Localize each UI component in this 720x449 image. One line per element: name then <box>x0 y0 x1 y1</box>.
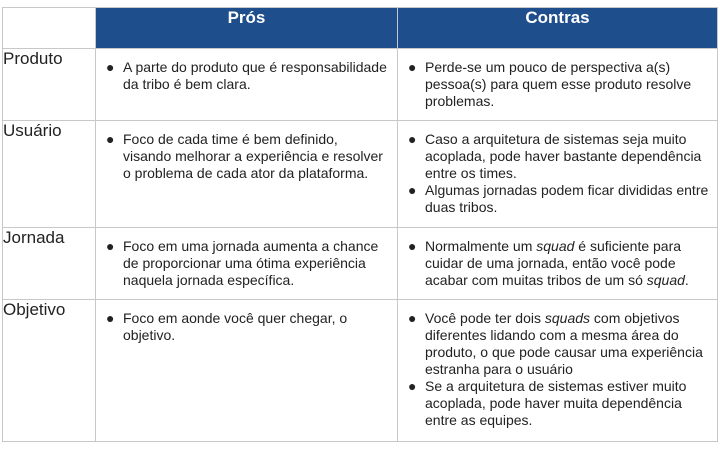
item-text: Perde-se um pouco de perspectiva a(s) pessoa(s) para quem esse produto resolve problemas. <box>425 59 692 109</box>
bullet-icon: ● <box>106 238 115 254</box>
pros-cell <box>96 121 398 228</box>
item-text: Foco em aonde você quer chegar, o objetivo. <box>123 310 348 343</box>
pros-cell <box>96 228 398 300</box>
item-text: Se a arquitetura de sistemas estiver muito acoplada, pode haver muita dependência entre as equipes. <box>425 378 687 428</box>
list-item <box>408 182 709 216</box>
list-item <box>408 131 709 182</box>
bullet-icon: ● <box>106 310 115 326</box>
row-label: Produto <box>3 49 96 121</box>
cons-cell <box>398 300 718 442</box>
row-label: Jornada <box>3 228 96 300</box>
header-pros: Prós <box>96 8 398 49</box>
header-row <box>3 8 718 49</box>
table-row <box>3 121 718 228</box>
bullet-icon: ● <box>408 310 417 326</box>
item-text: A parte do produto que é responsabilidade da tribo é bem clara. <box>123 59 387 92</box>
item-text: Algumas jornadas podem ficar divididas entre duas tribos. <box>425 182 709 215</box>
bullet-icon: ● <box>106 59 115 75</box>
bullet-icon: ● <box>408 182 417 198</box>
pros-cons-table <box>2 7 718 442</box>
bullet-icon: ● <box>106 131 115 147</box>
header-cons: Contras <box>398 8 718 49</box>
cons-cell <box>398 49 718 121</box>
pros-cell <box>96 49 398 121</box>
list-item <box>408 59 709 110</box>
item-text: Foco em uma jornada aumenta a chance de proporcionar uma ótima experiência naquela jornada específica. <box>123 238 379 288</box>
table-row <box>3 49 718 121</box>
item-text: Normalmente um squad é suficiente para cuidar de uma jornada, então você pode acabar com muitas tribos de um só squad. <box>425 238 689 288</box>
item-text: Você pode ter dois squads com objetivos diferentes lidando com a mesma área do produto, o que pode causar uma experiência estranha para o usuário <box>425 310 703 377</box>
list-item <box>106 310 389 344</box>
cons-cell <box>398 228 718 300</box>
item-text: Caso a arquitetura de sistemas seja muito acoplada, pode haver bastante dependência entre os times. <box>425 131 702 181</box>
bullet-icon: ● <box>408 131 417 147</box>
corner-cell <box>3 8 96 49</box>
table-row <box>3 300 718 442</box>
bullet-icon: ● <box>408 378 417 394</box>
list-item <box>408 378 709 429</box>
list-item <box>106 59 389 93</box>
item-text: Foco de cada time é bem definido, visando melhorar a experiência e resolver o problema de cada ator da plataforma. <box>123 131 383 181</box>
list-item <box>106 238 389 289</box>
list-item <box>408 310 709 378</box>
table-row <box>3 228 718 300</box>
pros-cell <box>96 300 398 442</box>
cons-cell <box>398 121 718 228</box>
row-label: Objetivo <box>3 300 96 442</box>
bullet-icon: ● <box>408 59 417 75</box>
list-item <box>106 131 389 182</box>
bullet-icon: ● <box>408 238 417 254</box>
list-item <box>408 238 709 289</box>
row-label: Usuário <box>3 121 96 228</box>
